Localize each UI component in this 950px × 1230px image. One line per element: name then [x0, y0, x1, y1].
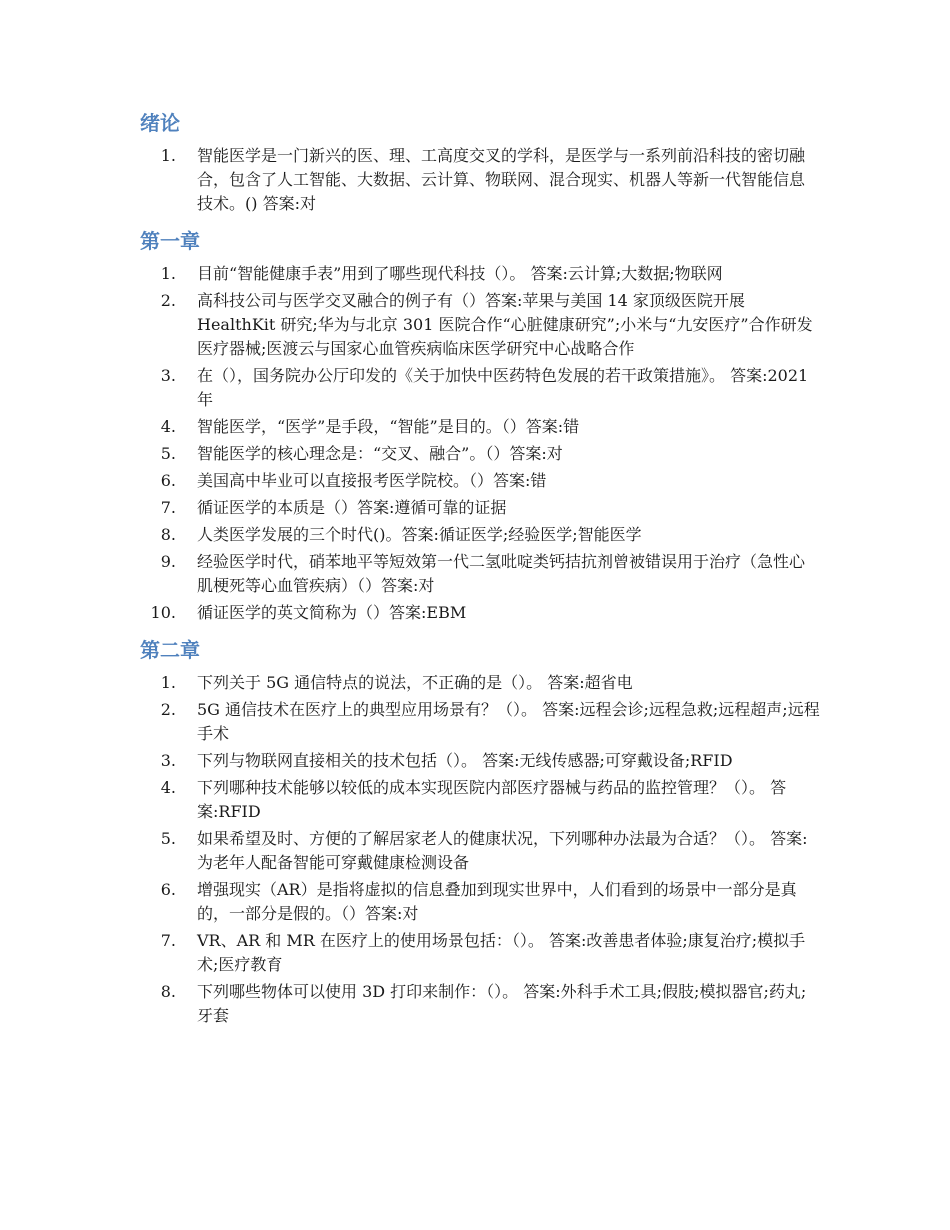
- section-heading: 第一章: [140, 229, 200, 253]
- question-number: 6.: [160, 471, 176, 490]
- question-list: [140, 144, 820, 216]
- section-heading: 绪论: [140, 111, 180, 135]
- document-content: [140, 108, 820, 1038]
- question-item: [140, 496, 820, 520]
- question-text: 在（），国务院办公厅印发的《关于加快中医药特色发展的若干政策措施》。 答案:2021 年: [197, 366, 809, 409]
- question-number: 1.: [160, 264, 176, 283]
- question-item: [140, 144, 820, 216]
- question-text: 循证医学的英文简称为（）答案:EBM: [197, 603, 467, 622]
- question-item: [140, 364, 820, 412]
- question-item: [140, 601, 820, 625]
- section-chapter-2: [140, 635, 820, 1028]
- question-item: [140, 929, 820, 977]
- section-heading: 第二章: [140, 638, 200, 662]
- question-item: [140, 827, 820, 875]
- question-item: [140, 671, 820, 695]
- question-item: [140, 550, 820, 598]
- question-text: 人类医学发展的三个时代()。答案:循证医学;经验医学;智能医学: [197, 525, 642, 544]
- question-number: 5.: [160, 829, 176, 848]
- question-item: [140, 698, 820, 746]
- section-chapter-1: [140, 226, 820, 625]
- question-item: [140, 289, 820, 361]
- question-number: 7.: [160, 498, 176, 517]
- question-text: 下列与物联网直接相关的技术包括（）。 答案:无线传感器;可穿戴设备;RFID: [197, 751, 733, 770]
- question-number: 4.: [160, 417, 176, 436]
- question-number: 10.: [150, 603, 176, 622]
- question-list: [140, 262, 820, 625]
- question-number: 8.: [160, 982, 176, 1001]
- question-text: 5G 通信技术在医疗上的典型应用场景有？（）。 答案:远程会诊;远程急救;远程超声;远程手术: [197, 700, 820, 743]
- question-text: 经验医学时代，硝苯地平等短效第一代二氢吡啶类钙拮抗剂曾被错误用于治疗（急性心肌梗死等心血管疾病）（）答案:对: [197, 552, 806, 595]
- question-item: [140, 469, 820, 493]
- section-intro: [140, 108, 820, 216]
- question-item: [140, 415, 820, 439]
- question-item: [140, 749, 820, 773]
- question-item: [140, 442, 820, 466]
- question-number: 4.: [160, 778, 176, 797]
- question-item: [140, 776, 820, 824]
- question-text: VR、AR 和 MR 在医疗上的使用场景包括：（）。 答案:改善患者体验;康复治疗;模拟手术;医疗教育: [197, 931, 806, 974]
- question-number: 8.: [160, 525, 176, 544]
- question-number: 2.: [160, 700, 176, 719]
- question-text: 下列哪些物体可以使用 3D 打印来制作：（）。 答案:外科手术工具;假肢;模拟器官;药丸;牙套: [197, 982, 807, 1025]
- question-number: 5.: [160, 444, 176, 463]
- question-item: [140, 878, 820, 926]
- question-text: 增强现实（AR）是指将虚拟的信息叠加到现实世界中，人们看到的场景中一部分是真的，一部分是假的。（）答案:对: [197, 880, 797, 923]
- question-number: 3.: [160, 366, 176, 385]
- question-text: 循证医学的本质是（）答案:遵循可靠的证据: [197, 498, 507, 517]
- question-text: 如果希望及时、方便的了解居家老人的健康状况，下列哪种办法最为合适？（）。 答案:为老年人配备智能可穿戴健康检测设备: [197, 829, 808, 872]
- question-text: 美国高中毕业可以直接报考医学院校。（）答案:错: [197, 471, 547, 490]
- question-item: [140, 262, 820, 286]
- question-number: 1.: [160, 146, 176, 165]
- question-text: 智能医学的核心理念是：“交叉、融合”。（）答案:对: [197, 444, 563, 463]
- question-number: 7.: [160, 931, 176, 950]
- question-number: 3.: [160, 751, 176, 770]
- question-number: 9.: [160, 552, 176, 571]
- question-text: 高科技公司与医学交叉融合的例子有（）答案:苹果与美国 14 家顶级医院开展 HealthKit 研究;华为与北京 301 医院合作“心脏健康研究”;小米与“九安医疗”合作研发医疗器械;医渡云与国家心血管疾病临床医学研究中心战略合作: [197, 291, 813, 358]
- question-number: 2.: [160, 291, 176, 310]
- question-text: 下列哪种技术能够以较低的成本实现医院内部医疗器械与药品的监控管理？（）。 答案:RFID: [197, 778, 787, 821]
- question-text: 智能医学，“医学”是手段，“智能”是目的。（）答案:错: [197, 417, 580, 436]
- question-number: 6.: [160, 880, 176, 899]
- question-number: 1.: [160, 673, 176, 692]
- question-text: 下列关于 5G 通信特点的说法，不正确的是（）。 答案:超省电: [197, 673, 633, 692]
- question-item: [140, 980, 820, 1028]
- question-text: 智能医学是一门新兴的医、理、工高度交叉的学科，是医学与一系列前沿科技的密切融合，包含了人工智能、大数据、云计算、物联网、混合现实、机器人等新一代智能信息技术。() 答案:对: [197, 146, 806, 213]
- question-list: [140, 671, 820, 1028]
- question-item: [140, 523, 820, 547]
- question-text: 目前“智能健康手表”用到了哪些现代科技（）。 答案:云计算;大数据;物联网: [197, 264, 723, 283]
